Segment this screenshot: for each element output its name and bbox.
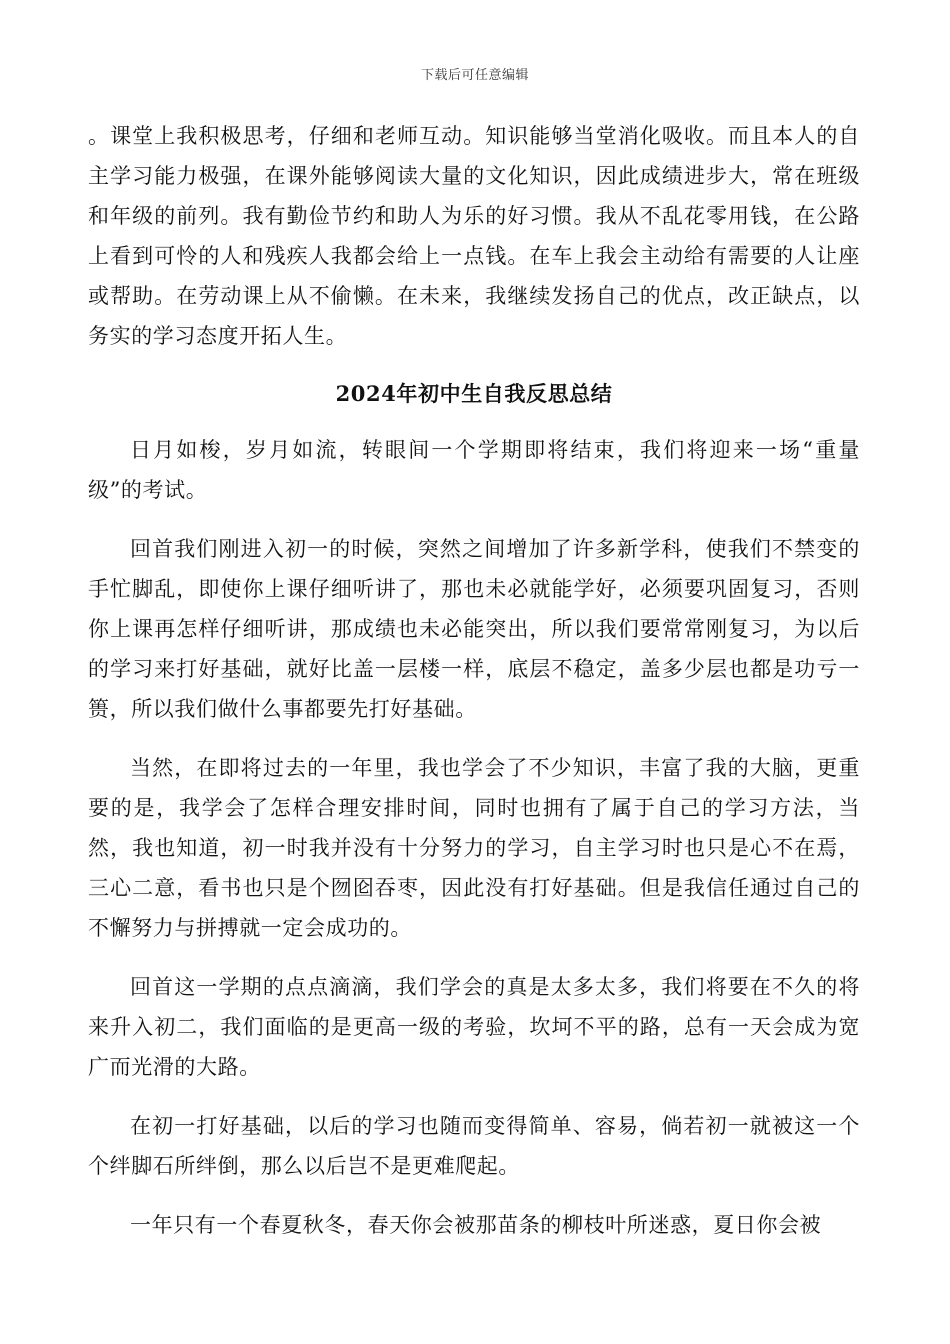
continuation-paragraph: 。课堂上我积极思考，仔细和老师互动。知识能够当堂消化吸收。而且本人的自主学习能力极强，在课外能够阅读大量的文化知识，因此成绩进步大，常在班级和年级的前列。我有勤俭节约和助人为乐的好习惯。我从不乱花零用钱，在公路上看到可怜的人和残疾人我都会给上一点钱。在车上我会主动给有需要的人让座或帮助。在劳动课上从不偷懒。在未来，我继续发扬自己的优点，改正缺点，以务实的学习态度开拓人生。 [88, 124, 860, 348]
document-body [88, 116, 860, 1245]
paragraph-3: 当然，在即将过去的一年里，我也学会了不少知识，丰富了我的大脑，更重要的是，我学会了怎样合理安排时间，同时也拥有了属于自己的学习方法，当然，我也知道，初一时我并没有十分努力的学习，自主学习时也只是心不在焉，三心二意，看书也只是个囫囵吞枣，因此没有打好基础。但是我信任通过自己的不懈努力与拼搏就一定会成功的。 [88, 756, 860, 940]
document-title: 2024年初中生自我反思总结 [335, 381, 613, 406]
page-header: 下载后可任意编辑 [420, 68, 529, 83]
paragraph-1: 日月如梭，岁月如流，转眼间一个学期即将结束，我们将迎来一场“重量级”的考试。 [88, 438, 860, 502]
paragraph-2: 回首我们刚进入初一的时候，突然之间增加了许多新学科，使我们不禁变的手忙脚乱，即使你上课仔细听讲了，那也未必就能学好，必须要巩固复习，否则你上课再怎样仔细听讲，那成绩也未必能突出，所以我们要常常刚复习，为以后的学习来打好基础，就好比盖一层楼一样，底层不稳定，盖多少层也都是功亏一篑，所以我们做什么事都要先打好基础。 [88, 537, 860, 721]
paragraph-4: 回首这一学期的点点滴滴，我们学会的真是太多太多，我们将要在不久的将来升入初二，我们面临的是更高一级的考验，坎坷不平的路，总有一天会成为宽广而光滑的大路。 [88, 975, 860, 1079]
paragraph-5: 在初一打好基础，以后的学习也随而变得简单、容易，倘若初一就被这一个个绊脚石所绊倒，那么以后岂不是更难爬起。 [88, 1114, 860, 1178]
paragraph-6: 一年只有一个春夏秋冬，春天你会被那苗条的柳枝叶所迷惑，夏日你会被 [130, 1213, 822, 1237]
